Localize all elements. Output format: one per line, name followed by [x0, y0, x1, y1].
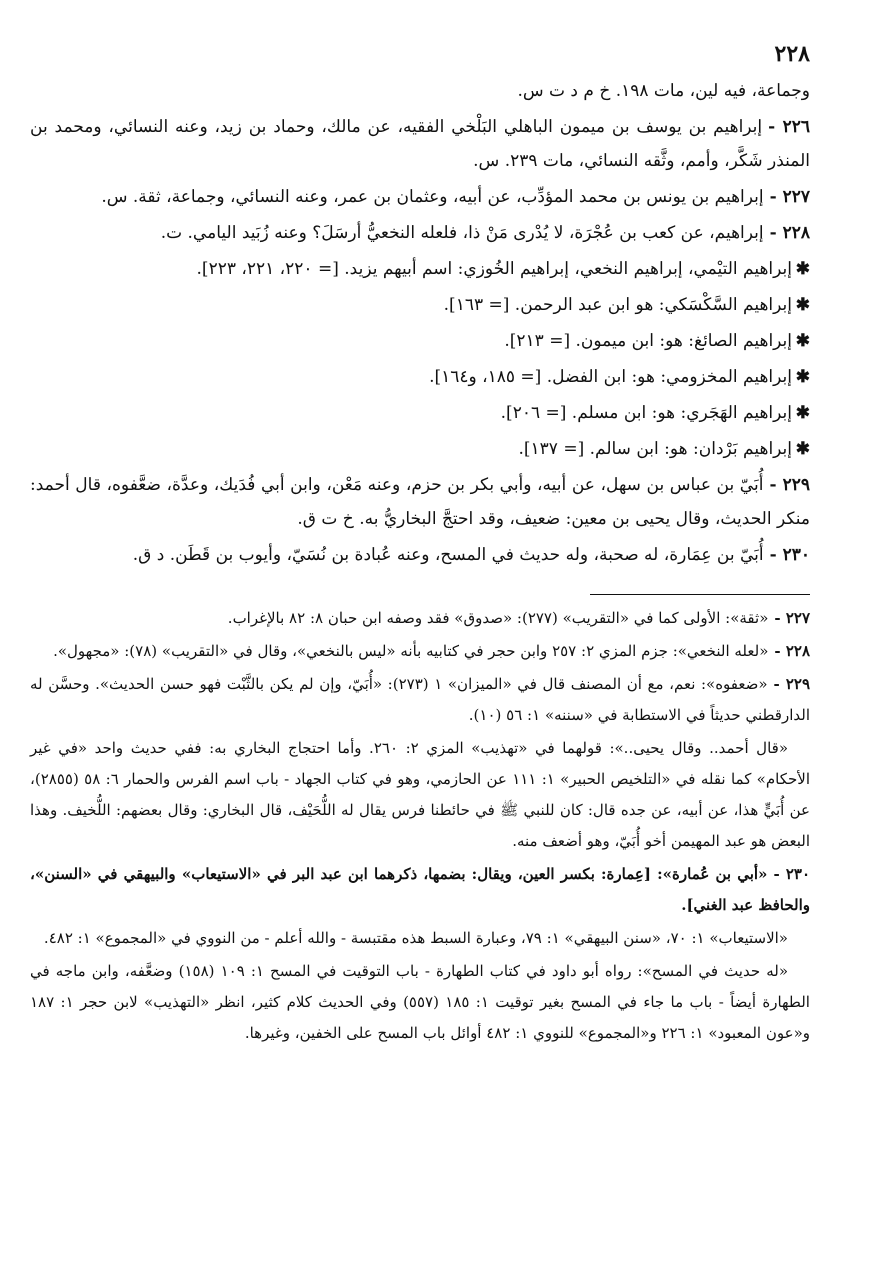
entry-text: إبراهيم المخزومي: هو: ابن الفضل. [= ١٨٥، و١٦٤]. [429, 367, 792, 387]
cross-reference [30, 288, 810, 322]
footnote-text: «لعله النخعي»: جزم المزي ٢: ٢٥٧ وابن حجر في كتابيه بأنه «ليس بالنخعي»، وقال في «التقريب» (٧٨): «مجهول». [53, 642, 769, 660]
cross-reference [30, 324, 810, 358]
entry [30, 180, 810, 214]
asterisk-icon: ✱ [795, 259, 810, 279]
asterisk-icon: ✱ [795, 295, 810, 315]
entry-number: ٢٢٩ - [769, 475, 810, 495]
footnote-divider [590, 594, 810, 595]
entry-text: إبراهيم بن يونس بن محمد المؤدِّب، عن أبيه، وعثمان بن عمر، وعنه النسائي، وجماعة، ثقة. س. [101, 187, 764, 207]
footnote-number: ٢٢٨ - [774, 642, 810, 660]
entry-text: إبراهيم بن يوسف بن ميمون الباهلي البَلْخي الفقيه، عن مالك، وحماد بن زيد، وعنه النسائي، ومحمد بن المنذر شَكَّر، وأمم، وثَّقه النسائي، مات ٢٣٩. س. [30, 117, 810, 171]
entry-text: إبراهيم التيْمي، إبراهيم النخعي، إبراهيم الخُوزي: اسم أبيهم يزيد. [= ٢٢٠، ٢٢١، ٢٢٣]. [196, 259, 792, 279]
entry-text: إبراهيم بَرْدان: هو: ابن سالم. [= ١٣٧]. [518, 439, 792, 459]
entry-number: ٢٢٦ - [768, 117, 810, 137]
main-text [30, 74, 810, 572]
footnote-text: «له حديث في المسح»: رواه أبو داود في كتاب الطهارة - باب التوقيت في المسح ١: ١٠٩ (١٥٨) وضعَّفه، وابن ماجه في الطهارة أيضاً - باب ما جاء في المسح بغير توقيت ١: ١٨٥ (٥٥٧) وفي الحديث كلام كثير، انظر «التهذيب» لابن حجر ١: ١٨٧ و«عون المعبود» ١: ٢٢٦ و«المجموع» للنووي ١: ٤٨٢ أوائل باب المسح على الخفين، وغيرها. [30, 962, 810, 1042]
footnote-number: ٢٢٩ - [773, 675, 810, 693]
asterisk-icon: ✱ [795, 331, 810, 351]
entry [30, 74, 810, 108]
footnote-number: ٢٢٧ - [774, 609, 810, 627]
footnote [30, 733, 810, 857]
footnote [30, 636, 810, 667]
cross-reference [30, 396, 810, 430]
footnote-text: «قال أحمد.. وقال يحيى..»: قولهما في «تهذيب» المزي ٢: ٢٦٠. وأما احتجاج البخاري به: ففي حديث واحد «في غير الأحكام» كما نقله في «التلخيص الحبير» ١: ١١١ عن الحازمي، وهو في كتاب الجهاد - باب اسم الفرس والحمار ٦: ٥٨ (٢٨٥٥)، عن أُبَيٍّ هذا، عن أبيه، عن جده قال: كان للنبي ﷺ في حائطنا فرس يقال له اللُّحَيْف، قال البخاري: وقال بعضهم: اللُّخيف. وهذا البعض هو عبد المهيمن أخو أُبَيّ، وهو أضعف منه. [30, 739, 810, 850]
footnote-number: ٢٣٠ - [773, 865, 810, 883]
entry [30, 110, 810, 178]
footnote [30, 669, 810, 731]
entry-text: إبراهيم الهَجَري: هو: ابن مسلم. [= ٢٠٦]. [500, 403, 792, 423]
footnote-text: «الاستيعاب» ١: ٧٠، «سنن البيهقي» ١: ٧٩، وعبارة السبط هذه مقتبسة - والله أعلم - من النووي في «المجموع» ١: ٤٨٢. [43, 929, 788, 947]
footnote-text: «ثقة»: الأولى كما في «التقريب» (٢٧٧): «صدوق» فقد وصفه ابن حبان ٨: ٨٢ بالإغراب. [227, 609, 769, 627]
entry-text: أُبَيّ بن عِمَارة، له صحبة، وله حديث في المسح، وعنه عُبادة بن نُسَيّ، وأيوب بن قَطَن. د ق. [132, 545, 764, 565]
entry [30, 538, 810, 572]
asterisk-icon: ✱ [795, 367, 810, 387]
entry-text: إبراهيم الصائغ: هو: ابن ميمون. [= ٢١٣]. [504, 331, 792, 351]
entry-number: ٢٢٧ - [769, 187, 810, 207]
entry-text: إبراهيم السَّكْسَكي: هو ابن عبد الرحمن. [= ١٦٣]. [443, 295, 792, 315]
page-number: ٢٢٨ [774, 41, 810, 67]
asterisk-icon: ✱ [795, 439, 810, 459]
entry-number: ٢٣٠ - [769, 545, 810, 565]
entry-text: أُبَيّ بن عباس بن سهل، عن أبيه، وأبي بكر بن حزم، وعنه مَعْن، وابن أبي فُدَيك، وعدَّة، ضعَّفوه، قال أحمد: منكر الحديث، وقال يحيى بن معين: ضعيف، وقد احتجَّ البخاريُّ به. خ ت ق. [30, 475, 810, 529]
entry [30, 468, 810, 536]
entry-text: إبراهيم، عن كعب بن عُجْرَة، لا يُدْرى مَنْ ذا، فلعله النخعيُّ أرسَلَ؟ وعنه زُبَيد اليامي. ت. [160, 223, 764, 243]
document-page [30, 34, 810, 1051]
cross-reference [30, 432, 810, 466]
entry [30, 216, 810, 250]
footnote [30, 923, 810, 954]
cross-reference [30, 360, 810, 394]
footnote-text: «ضعفوه»: نعم، مع أن المصنف قال في «الميزان» ١ (٢٧٣): «أُبَيّ، وإن لم يكن بالثَّبْت فهو حسن الحديث». وحسَّن له الدارقطني حديثاً في الاستطابة في «سننه» ١: ٥٦ (١٠). [30, 675, 810, 724]
footnote [30, 859, 810, 921]
footnote [30, 603, 810, 634]
footnote-text: «أبي بن عُمارة»: [عِمارة: بكسر العين، ويقال: بضمها، ذكرهما ابن عبد البر في «الاستيعاب» والبيهقي في «السنن»، والحافظ عبد الغني]. [30, 865, 810, 914]
entry-number: ٢٢٨ - [769, 223, 810, 243]
cross-reference [30, 252, 810, 286]
footnote [30, 956, 810, 1049]
entry-text: وجماعة، فيه لين، مات ١٩٨. خ م د ت س. [517, 81, 810, 101]
footnotes [30, 603, 810, 1049]
asterisk-icon: ✱ [795, 403, 810, 423]
